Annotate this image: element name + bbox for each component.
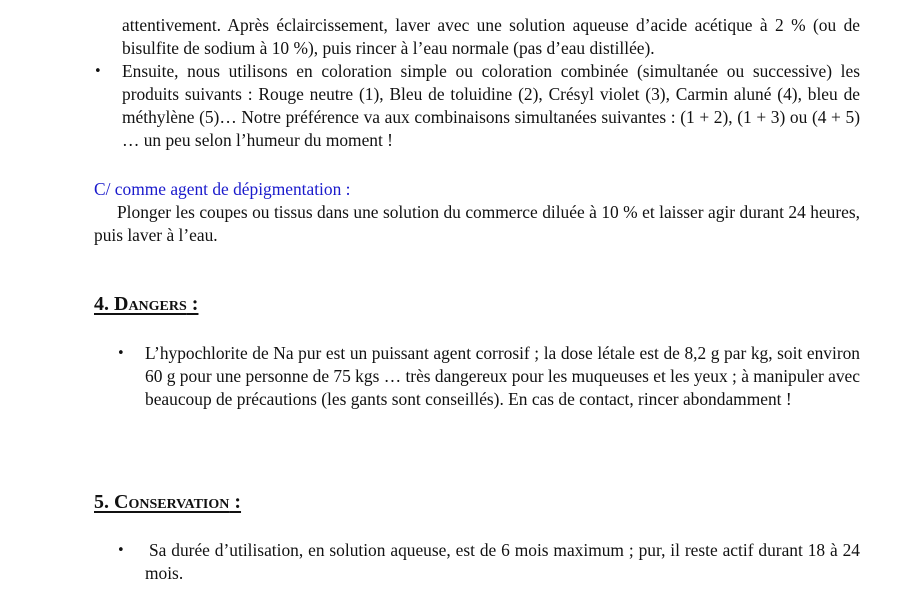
- continuation-paragraph: attentivement. Après éclaircissement, laver avec une solution aqueuse d’acide acétique à 2 % (ou de bisulfite de sodium à 10 %), puis rincer à l’eau normale (pas d’eau distillée).: [122, 15, 860, 58]
- bullet-marker-dangers: •: [117, 346, 125, 361]
- section-c-heading: C/ comme agent de dépigmentation :: [94, 179, 351, 199]
- section-4-number: 4.: [94, 293, 114, 315]
- conservation-bullet-text: Sa durée d’utilisation, en solution aqueuse, est de 6 mois maximum ; pur, il reste actif durant 18 à 24 mois.: [145, 540, 860, 583]
- section-5-number: 5.: [94, 491, 114, 513]
- bullet-marker-conservation: •: [117, 543, 125, 558]
- dangers-bullet-text: L’hypochlorite de Na pur est un puissant agent corrosif ; la dose létale est de 8,2 g par kg, soit environ 60 g pour une personne de 75 kgs … très dangereux pour les muqueuses et les yeux ; à manipuler avec beaucoup de précautions (les gants sont conseillés). En cas de contact, rincer abondamment !: [145, 343, 860, 409]
- section-5-suffix: :: [229, 491, 242, 513]
- section-5-heading: [94, 489, 241, 515]
- section-5-title: Conservation: [114, 491, 230, 513]
- section-4-heading: [94, 291, 198, 317]
- section-4-title: Dangers: [114, 293, 187, 315]
- coloration-bullet-text: Ensuite, nous utilisons en coloration simple ou coloration combinée (simultanée ou successive) les produits suivants : Rouge neutre (1), Bleu de toluidine (2), Crésyl violet (3), Carmin aluné (4), bleu de méthylène (5)… Notre préférence va aux combinaisons simultanées suivantes : (1 + 2), (1 + 3) ou (4 + 5) … un peu selon l’humeur du moment !: [122, 61, 860, 150]
- section-c-paragraph: Plonger les coupes ou tissus dans une solution du commerce diluée à 10 % et laisser agir durant 24 heures, puis laver à l’eau.: [94, 202, 860, 245]
- section-4-suffix: :: [186, 293, 199, 315]
- bullet-marker-coloration: •: [94, 64, 102, 79]
